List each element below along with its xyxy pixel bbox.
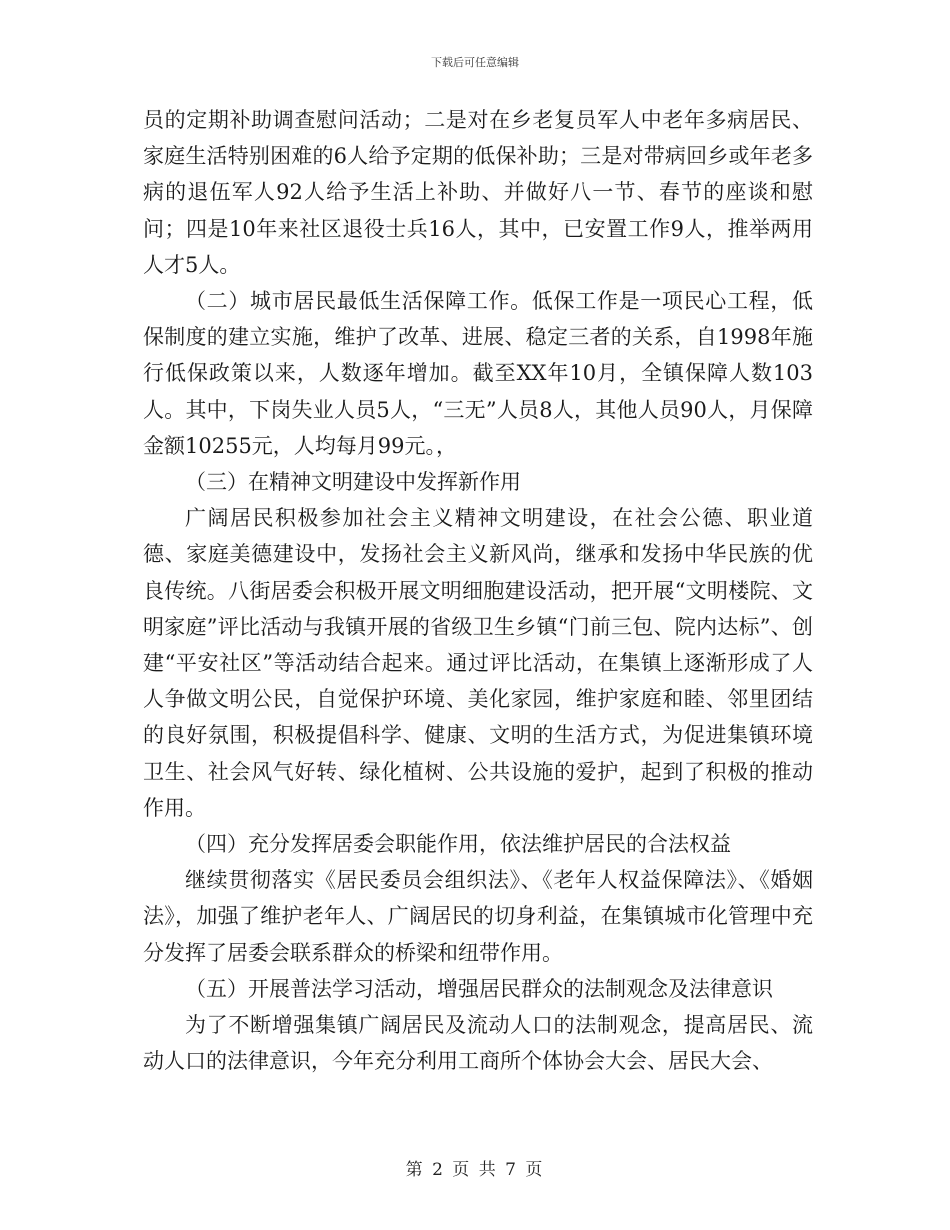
page-header-note: 下载后可任意编辑 [431, 56, 519, 69]
document-body [143, 102, 813, 1079]
paragraph-continuation: 员的定期补助调查慰问活动；二是对在乡老复员军人中老年多病居民、家庭生活特别困难的6人给予定期的低保补助；三是对带病回乡或年老多病的退伍军人92人给予生活上补助、并做好八一节、春节的座谈和慰问；四是10年来社区退役士兵16人，其中，已安置工作9人，推举两用人才5人。 [143, 108, 813, 277]
paragraph-legal-education: 为了不断增强集镇广阔居民及流动人口的法制观念，提高居民、流动人口的法律意识，今年充分利用工商所个体协会大会、居民大会、 [143, 1013, 813, 1074]
section-heading-spiritual-civilization: （三）在精神文明建设中发挥新作用 [185, 470, 521, 495]
paragraph-residents-committee: 继续贯彻落实《居民委员会组织法》、《老年人权益保障法》、《婚姻法》，加强了维护老年人、广阔居民的切身利益，在集镇城市化管理中充分发挥了居委会联系群众的桥梁和纽带作用。 [143, 868, 813, 965]
paragraph-spiritual-civilization: 广阔居民积极参加社会主义精神文明建设，在社会公德、职业道德、家庭美德建设中，发扬社会主义新风尚，继承和发扬中华民族的优良传统。八街居委会积极开展文明细胞建设活动，把开展“文明楼院、文明家庭”评比活动与我镇开展的省级卫生乡镇“门前三包、院内达标”、创建“平安社区”等活动结合起来。通过评比活动，在集镇上逐渐形成了人人争做文明公民，自觉保护环境、美化家园，维护家庭和睦、邻里团结的良好氛围，积极提倡科学、健康、文明的生活方式，为促进集镇环境卫生、社会风气好转、绿化植树、公共设施的爱护，起到了积极的推动作用。 [143, 506, 813, 820]
section-heading-residents-committee: （四）充分发挥居委会职能作用，依法维护居民的合法权益 [185, 832, 731, 857]
page-number: 第 2 页 共 7 页 [405, 1160, 545, 1180]
paragraph-minimum-living-security: （二）城市居民最低生活保障工作。低保工作是一项民心工程，低保制度的建立实施，维护了改革、进展、稳定三者的关系，自1998年施行低保政策以来，人数逐年增加。截至XX年10月，全镇保障人数103人。其中，下岗失业人员5人，“三无”人员8人，其他人员90人，月保障金额10255元，人均每月99元。， [143, 289, 813, 458]
section-heading-legal-education: （五）开展普法学习活动，增强居民群众的法制观念及法律意识 [185, 976, 773, 1001]
